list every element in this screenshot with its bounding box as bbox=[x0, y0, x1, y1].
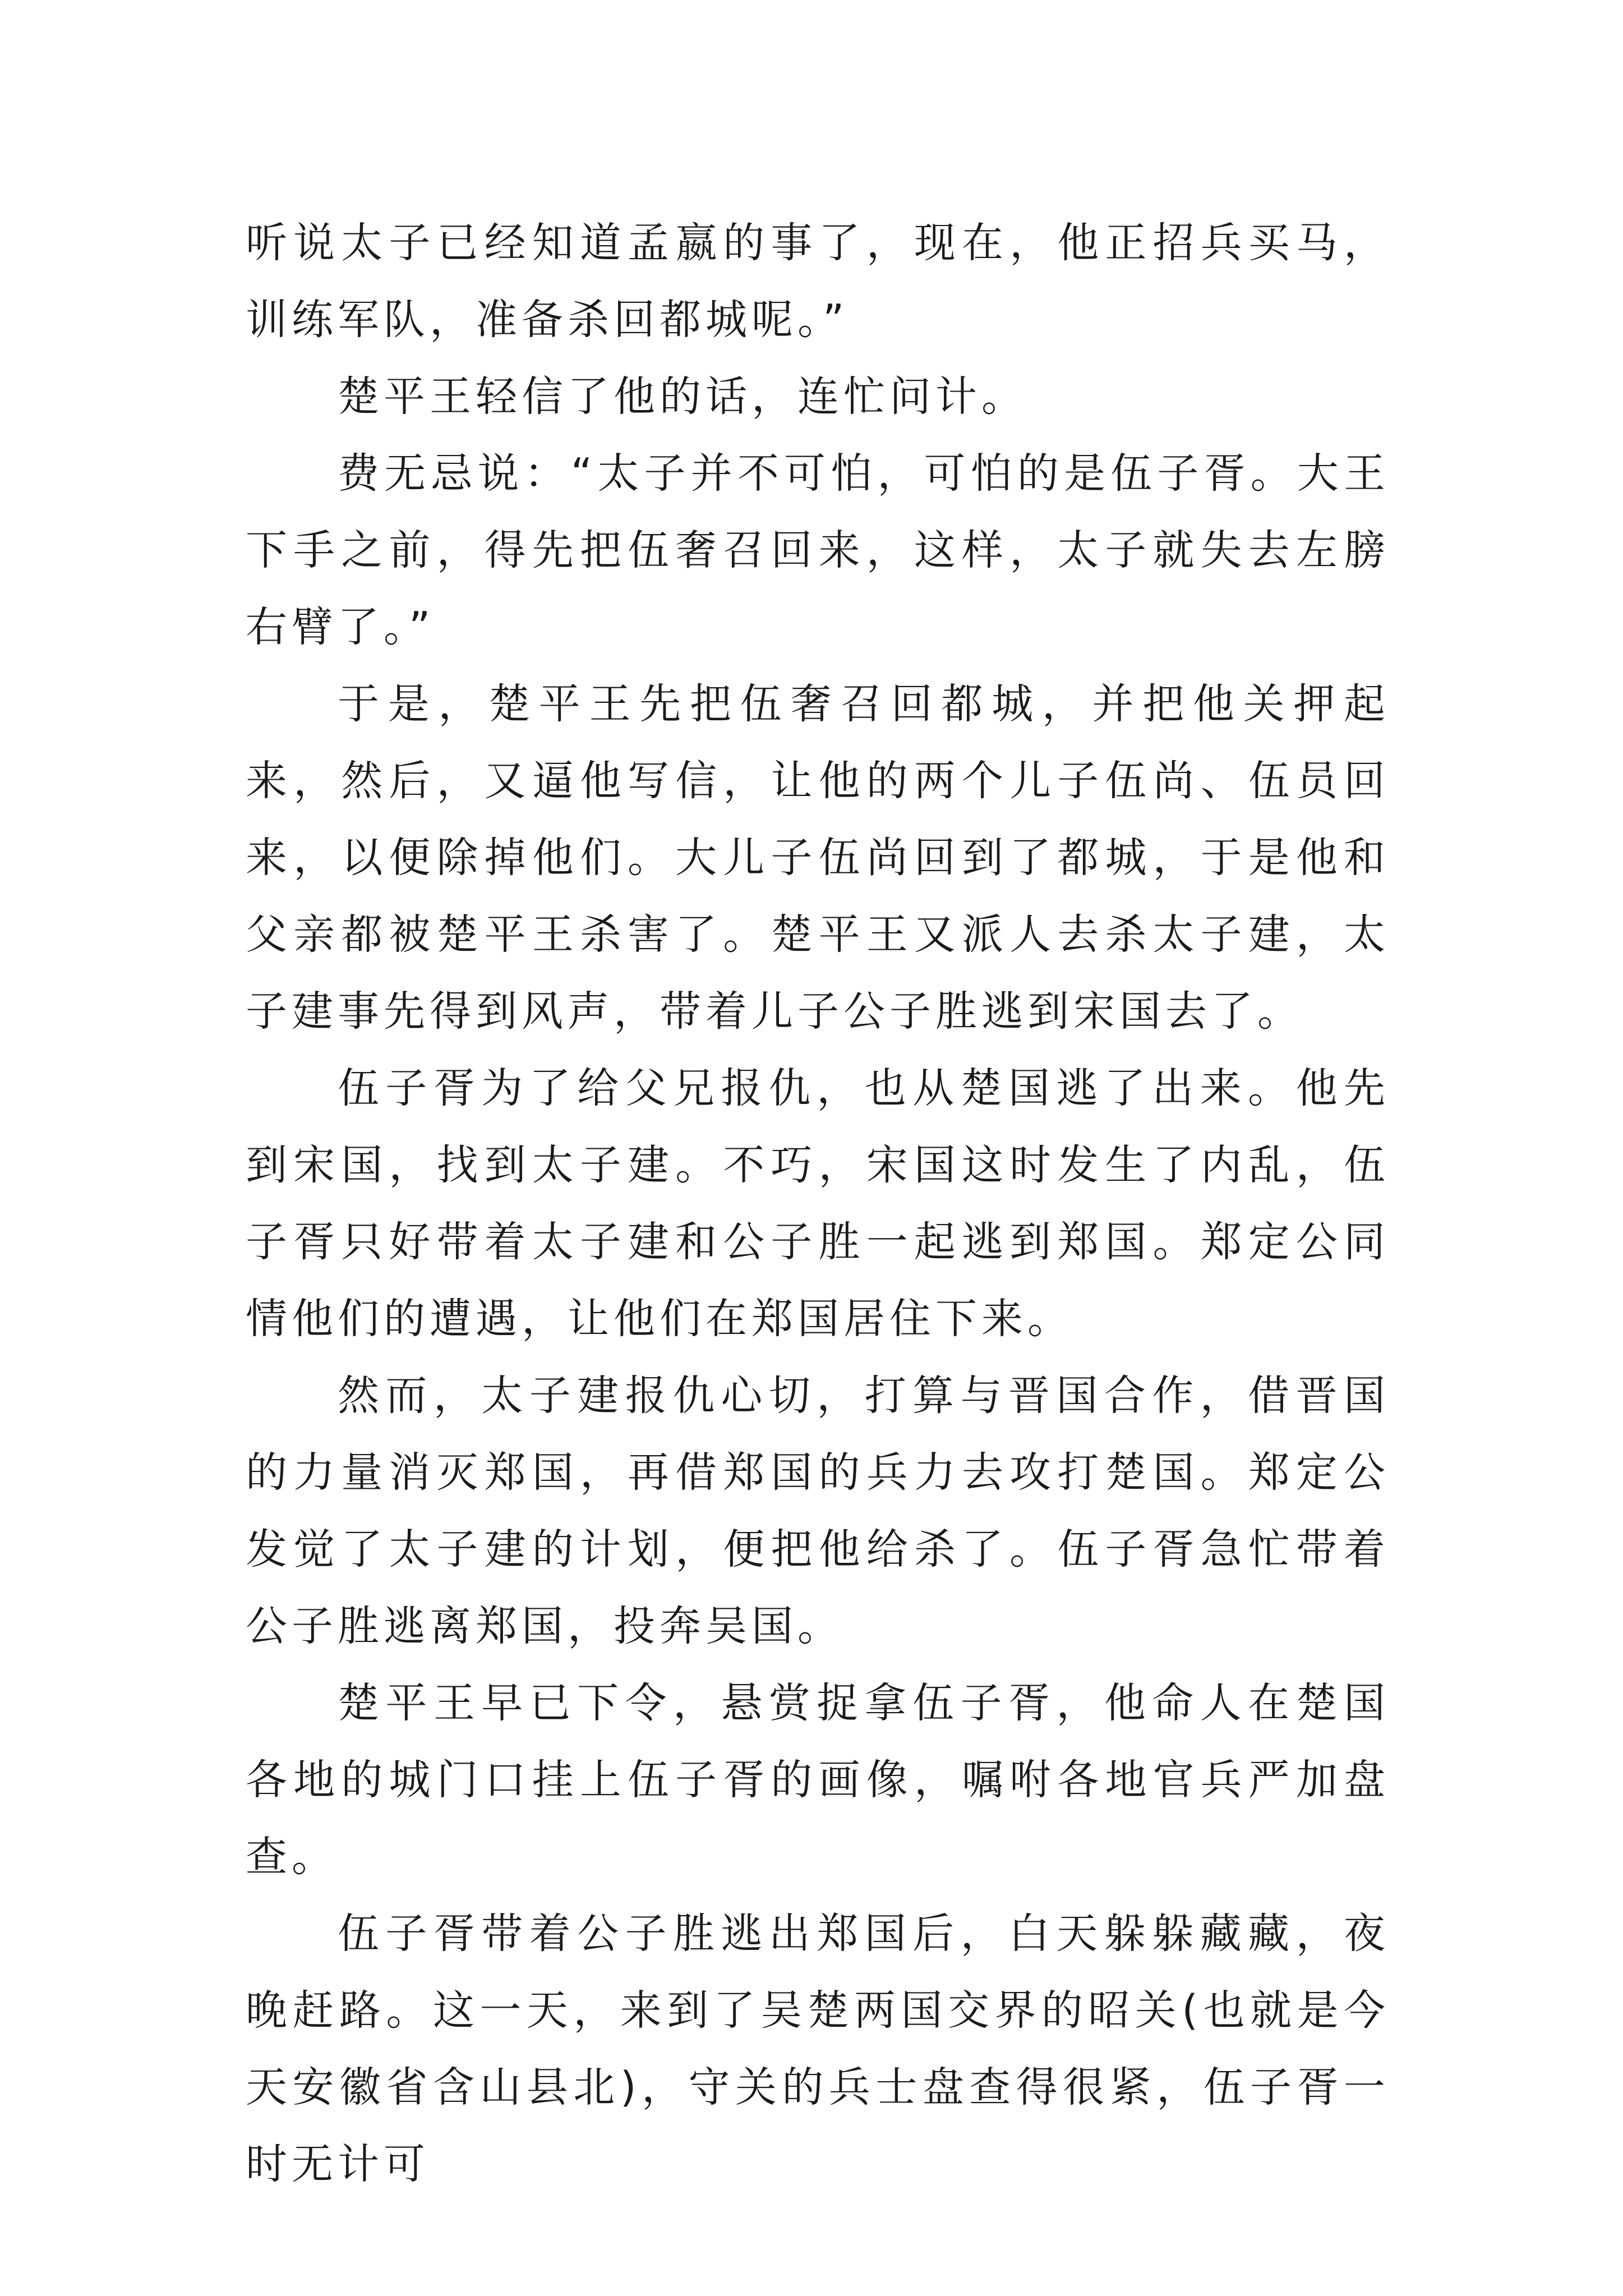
paragraph-1: 听说太子已经知道孟嬴的事了，现在，他正招兵买马，训练军队，准备杀回都城呢。” bbox=[246, 219, 1390, 344]
paragraph-3: 费无忌说：“太子并不可怕，可怕的是伍子胥。大王下手之前，得先把伍奢召回来，这样，太子就失去左膀右臂了。” bbox=[246, 449, 1390, 651]
paragraph-8: 伍子胥带着公子胜逃出郑国后，白天躲躲藏藏，夜晚赶路。这一天，来到了吴楚两国交界的昭关(也就是今天安徽省含山县北)，守关的兵士盘查得很紧，伍子胥一时无计可 bbox=[246, 1910, 1390, 2188]
paragraph-4: 于是，楚平王先把伍奢召回都城，并把他关押起来，然后，又逼他写信，让他的两个儿子伍尚、伍员回来，以便除掉他们。大儿子伍尚回到了都城，于是他和父亲都被楚平王杀害了。楚平王又派人去杀太子建，太子建事先得到风声，带着儿子公子胜逃到宋国去了。 bbox=[246, 680, 1390, 1036]
paragraph-7: 楚平王早已下令，悬赏捉拿伍子胥，他命人在楚国各地的城门口挂上伍子胥的画像，嘱咐各地官兵严加盘查。 bbox=[246, 1679, 1390, 1881]
paragraph-5: 伍子胥为了给父兄报仇，也从楚国逃了出来。他先到宋国，找到太子建。不巧，宋国这时发生了内乱，伍子胥只好带着太子建和公子胜一起逃到郑国。郑定公同情他们的遭遇，让他们在郑国居住下来。 bbox=[246, 1064, 1390, 1343]
paragraph-2: 楚平王轻信了他的话，连忙问计。 bbox=[338, 372, 1027, 421]
paragraph-6: 然而，太子建报仇心切，打算与晋国合作，借晋国的力量消灭郑国，再借郑国的兵力去攻打楚国。郑定公发觉了太子建的计划，便把他给杀了。伍子胥急忙带着公子胜逃离郑国，投奔吴国。 bbox=[246, 1372, 1390, 1650]
document-body bbox=[246, 205, 1390, 2203]
